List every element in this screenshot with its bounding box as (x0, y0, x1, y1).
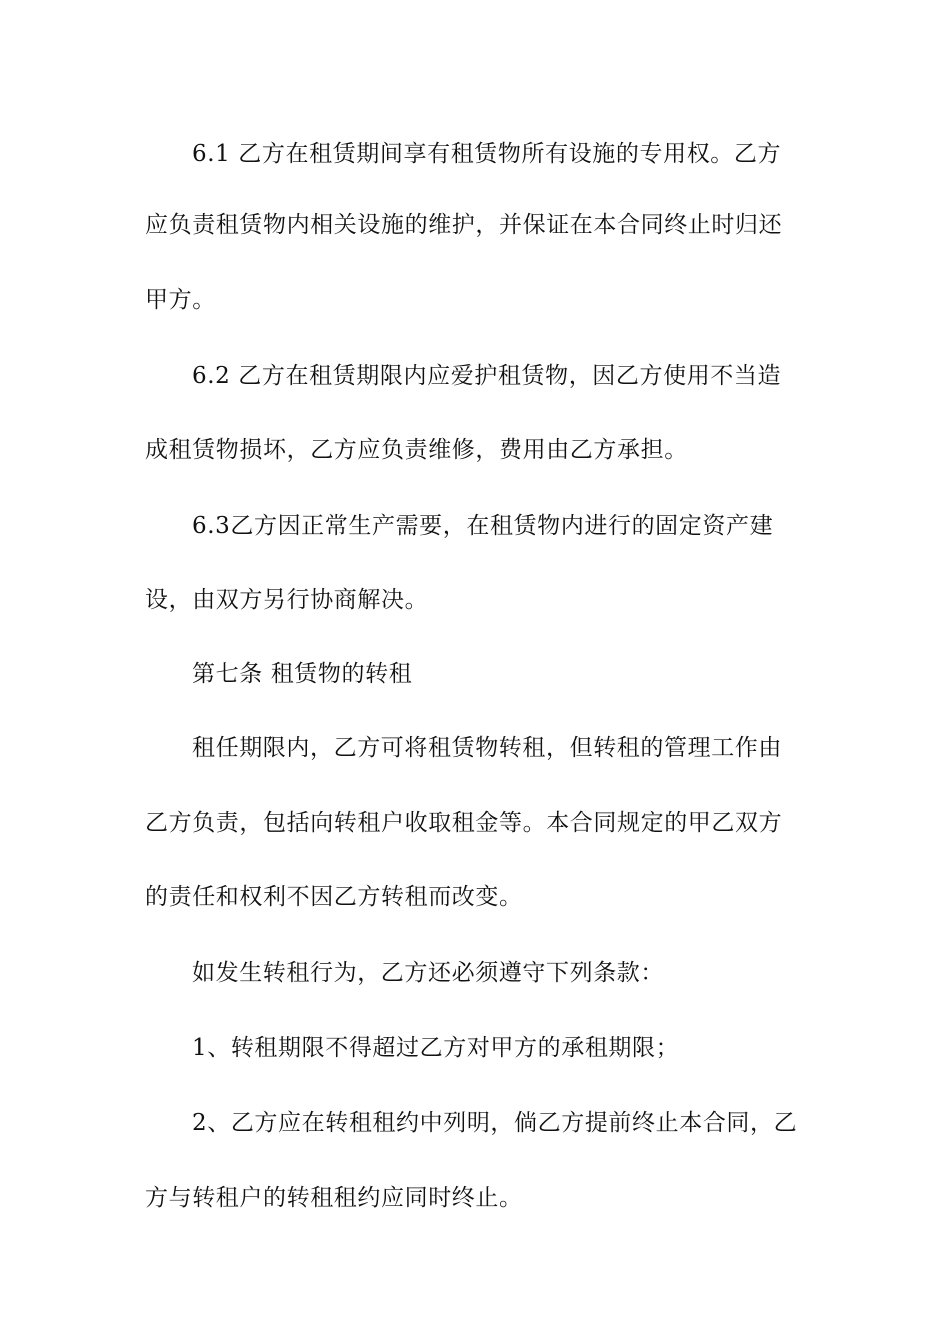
sublease-item-1: 1、转租期限不得超过乙方对甲方的承租期限； (192, 1035, 680, 1061)
article-7-para-line-3: 的责任和权利不因乙方转租而改变。 (145, 884, 523, 910)
sublease-item-2-line-2: 方与转租户的转租租约应同时终止。 (145, 1185, 523, 1211)
clause-6-1-line-2: 应负责租赁物内相关设施的维护，并保证在本合同终止时归还 (145, 212, 783, 238)
article-7-heading: 第七条 租赁物的转租 (192, 661, 413, 687)
sublease-intro: 如发生转租行为，乙方还必须遵守下列条款： (192, 960, 664, 986)
article-7-para-line-1: 租任期限内，乙方可将租赁物转租，但转租的管理工作由 (192, 735, 782, 761)
clause-6-1-line-3: 甲方。 (145, 287, 216, 313)
article-7-para-line-2: 乙方负责，包括向转租户收取租金等。本合同规定的甲乙双方 (145, 810, 783, 836)
clause-6-2-line-1: 6.2 乙方在租赁期限内应爱护租赁物，因乙方使用不当造 (192, 363, 782, 389)
clause-6-2-line-2: 成租赁物损坏，乙方应负责维修，费用由乙方承担。 (145, 437, 688, 463)
clause-6-3-line-2: 设，由双方另行协商解决。 (145, 587, 429, 613)
clause-6-1-line-1: 6.1 乙方在租赁期间享有租赁物所有设施的专用权。乙方 (192, 141, 782, 167)
clause-6-3-line-1: 6.3乙方因正常生产需要，在租赁物内进行的固定资产建 (192, 513, 774, 539)
sublease-item-2-line-1: 2、乙方应在转租租约中列明，倘乙方提前终止本合同，乙 (192, 1110, 798, 1136)
